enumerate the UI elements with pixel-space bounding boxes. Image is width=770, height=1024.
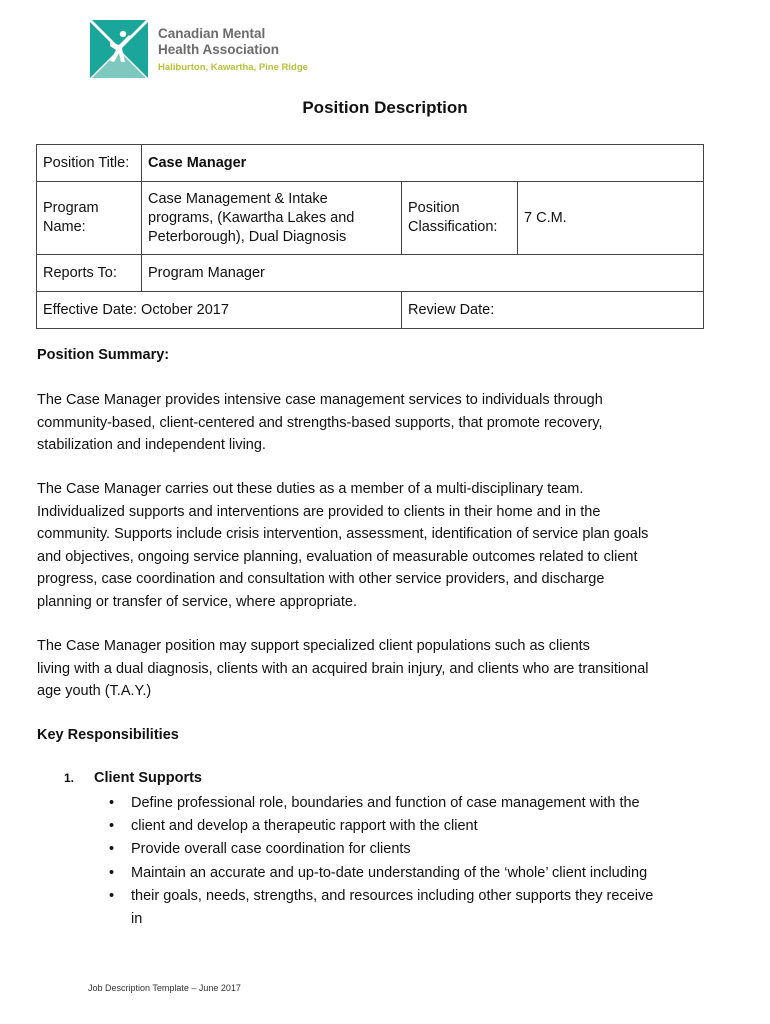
list-item: • Define professional role, boundaries and function of case management with the [109, 792, 699, 815]
client-supports-list [109, 792, 699, 931]
bullet-icon: • [109, 818, 115, 835]
summary-paragraph-3: The Case Manager position may support specialized client populations such as clients living with a dual diagnosis, clients with an acquired brain injury, and clients who are transitional age youth (T.A.Y.) [37, 638, 649, 699]
page-title: Position Description [302, 98, 468, 117]
cmha-logo [90, 20, 320, 80]
classification-label: Position Classification: [402, 182, 518, 255]
item-number: 1. [64, 771, 75, 785]
cmha-logo-mark [90, 20, 148, 78]
program-name-value: Case Management & Intake programs, (Kawartha Lakes and Peterborough), Dual Diagnosis [142, 182, 402, 255]
reports-to-value: Program Manager [142, 255, 704, 292]
reports-to-label: Reports To: [37, 255, 142, 292]
position-title-label: Position Title: [37, 145, 142, 182]
position-info-table [36, 144, 704, 329]
summary-paragraph-1: The Case Manager provides intensive case management services to individuals through community-based, client-centered and strengths-based supports, that promote recovery, stabilization and independent living. [37, 392, 603, 453]
bullet-icon: • [109, 864, 115, 881]
list-item-continuation: in [131, 911, 143, 928]
org-name-line1: Canadian Mental [158, 26, 266, 41]
summary-heading: Position Summary: [37, 347, 170, 363]
position-title-value: Case Manager [142, 145, 704, 182]
bullet-icon: • [109, 841, 115, 858]
page-footer: Job Description Template – June 2017 [88, 983, 241, 993]
item-label: Client Supports [94, 770, 202, 786]
list-item: • their goals, needs, strengths, and resources including other supports they receive [109, 885, 699, 908]
key-responsibilities-heading: Key Responsibilities [37, 727, 179, 743]
list-item: • client and develop a therapeutic rapport with the client [109, 815, 699, 838]
org-name-line2: Health Association [158, 42, 280, 57]
responsibility-item-1 [64, 770, 202, 786]
list-item: • Provide overall case coordination for clients [109, 838, 699, 861]
review-date: Review Date: [402, 292, 704, 329]
summary-paragraph-2: The Case Manager carries out these duties as a member of a multi-disciplinary team. Individualized supports and interventions are provided to clients in their home and in the community. Supports include crisis intervention, assessment, identification of service plan goals and objectives, ongoing service planning, evaluation of measurable outcomes related to client progress, case coordination and consultation with other service providers, and discharge planning or transfer of service, where appropriate. [37, 481, 649, 610]
classification-value: 7 C.M. [518, 182, 704, 255]
effective-date: Effective Date: October 2017 [37, 292, 402, 329]
list-item: • Maintain an accurate and up-to-date understanding of the ‘whole’ client including [109, 862, 699, 885]
program-name-label: Program Name: [37, 182, 142, 255]
org-region: Haliburton, Kawartha, Pine Ridge [158, 62, 308, 73]
bullet-icon: • [109, 887, 115, 904]
bullet-icon: • [109, 795, 115, 811]
